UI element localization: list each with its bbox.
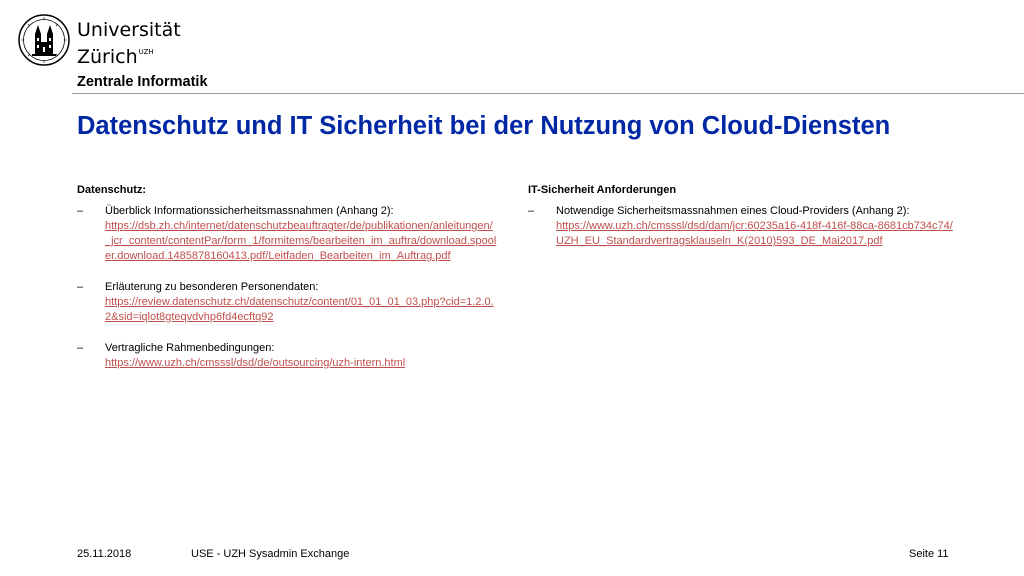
right-column bbox=[528, 183, 958, 265]
list-item-text: Notwendige Sicherheitsmassnahmen eines Cloud-Providers (Anhang 2): bbox=[556, 205, 910, 217]
university-name-line1: Universität bbox=[77, 19, 181, 41]
footer-date: 25.11.2018 bbox=[77, 548, 132, 560]
list-item-link[interactable]: https://review.datenschutz.ch/datenschutz/content/01_01_01_03.php?cid=1.2.0.2&sid=iqlot8gteqvdvhp6fd4ecftq92 bbox=[105, 296, 494, 323]
right-column-heading: IT-Sicherheit Anforderungen bbox=[528, 184, 677, 196]
list-item bbox=[77, 341, 497, 371]
list-item-link[interactable]: https://dsb.zh.ch/internet/datenschutzbeauftragter/de/publikationen/anleitungen/_jcr_content/contentPar/form_1/formitems/bearbeiten_im_auftra/download.spooler.download.1485878160413.pdf/Leitfaden_Bearbeiten_im_Auftrag.pdf bbox=[105, 220, 497, 262]
list-bullet: – bbox=[528, 205, 535, 217]
left-column-heading: Datenschutz: bbox=[77, 184, 147, 196]
university-abbrev: UZH bbox=[138, 48, 154, 56]
university-city: Zürich bbox=[77, 46, 138, 68]
list-item-link[interactable]: https://www.uzh.ch/cmsssl/dsd/de/outsourcing/uzh-intern.html bbox=[105, 357, 406, 369]
list-item-text: Erläuterung zu besonderen Personendaten: bbox=[105, 281, 319, 293]
slide-title: Datenschutz und IT Sicherheit bei der Nutzung von Cloud-Diensten bbox=[77, 112, 891, 140]
footer-page-number: Seite 11 bbox=[909, 548, 949, 560]
list-item bbox=[528, 204, 958, 249]
university-name-line2 bbox=[77, 41, 181, 68]
footer-event: USE - UZH Sysadmin Exchange bbox=[191, 548, 350, 560]
list-item bbox=[77, 204, 497, 264]
university-seal-icon bbox=[18, 14, 70, 66]
university-name bbox=[77, 19, 181, 68]
list-bullet: – bbox=[77, 342, 84, 354]
list-item-link[interactable]: https://www.uzh.ch/cmsssl/dsd/dam/jcr:60235a16-418f-416f-88ca-8681cb734c74/UZH_EU_Standardvertragsklauseln_K(2010)593_DE_Mai2017.pdf bbox=[556, 220, 953, 247]
department-name: Zentrale Informatik bbox=[77, 74, 208, 90]
list-item-text: Überblick Informationssicherheitsmassnahmen (Anhang 2): bbox=[105, 205, 394, 217]
list-bullet: – bbox=[77, 205, 84, 217]
list-item bbox=[77, 280, 497, 325]
list-bullet: – bbox=[77, 281, 84, 293]
list-item-text: Vertragliche Rahmenbedingungen: bbox=[105, 342, 275, 354]
left-column bbox=[77, 183, 497, 387]
header-divider bbox=[72, 93, 1024, 94]
